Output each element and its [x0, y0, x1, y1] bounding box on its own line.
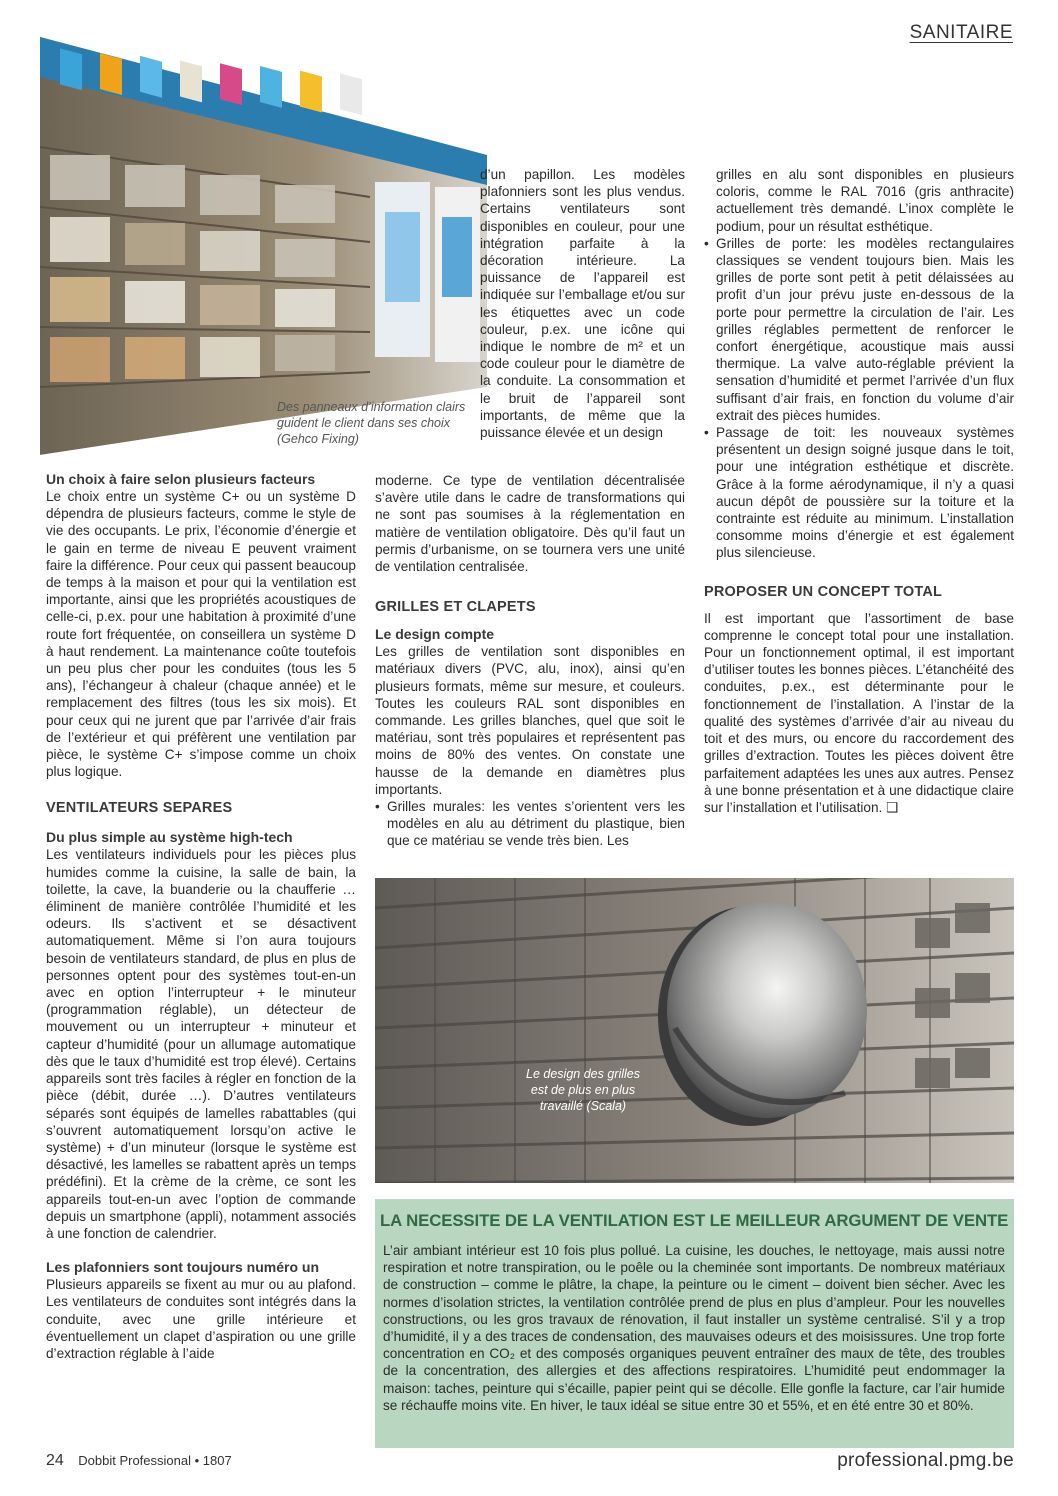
bullet-grilles-porte: • Grilles de porte: les modèles rectangulaires classiques se vendent toujours bien. Mais les grilles de porte sont petit à petit délaissées au profit d’un jour prévu juste en-dessous de la porte pour permettre la circulation de l’air. Les grilles réglables permettent de renforcer le confort énergétique, acoustique mais aussi thermique. La valve auto-réglable prévient la sensation d’humidité et permet l’arrivée d’un flux suffisant d’air frais, en fonction du volume d’air extrait des pièces humides. [704, 235, 1014, 423]
bullet-passage-toit: • Passage de toit: les nouveaux systèmes présentent un design soigné jusque dans le toit, pour une intégration esthétique et discrète. Grâce à la forme aérodynamique, il n’y a quasi aucun dépôt de poussière sur la toiture et la contrainte est réduite au minimum. L’installation consomme moins d’énergie et est également plus silencieuse. [704, 425, 1014, 561]
column-3 [704, 166, 1014, 816]
footer-left [46, 1452, 232, 1470]
caption-line: est de plus en plus [530, 1083, 636, 1097]
caption-line: Le design des grilles [526, 1067, 640, 1081]
caption-line: guident le client dans ses choix [277, 416, 451, 430]
section-concept-total: PROPOSER UN CONCEPT TOTAL [704, 583, 943, 600]
shop-display-photo [40, 37, 487, 455]
section-grilles-clapets: GRILLES ET CLAPETS [375, 599, 536, 616]
section-tag: SANITAIRE [909, 22, 1013, 43]
paragraph-ventilateurs: Les ventilateurs individuels pour les pièces plus humides comme la cuisine, la salle de bain, la toilette, la cave, la buanderie ou la chaufferie … éliminent de manière contrôlée l’humidité et les odeurs. Ils s’activent et se désactivent automatiquement. Même si l’on aura toujours besoin de ventilateurs standard, de plus en plus de personnes optent pour des systèmes tout-en-un avec en option l’interrupteur + le minuteur (programmation réglable), un détecteur de mouvement ou un interrupteur + minuteur et capteur d’humidité (pour un allumage automatique dès que le taux d’humidité est trop élevé). Certains appareils sont très faciles à régler en fonction de la pièce (débit, durée …). D’autres ventilateurs séparés sont équipés de lamelles rabattables (qui s’ouvrent automatiquement lorsqu’on active le système) + d’un minuteur (lorsque le système est désactivé, les lamelles se rabattent après un temps prédéfini). Et la crème de la crème, ce sont les appareils tout-en-un avec l’option de commande depuis un smartphone (appli), notamment associés à une fonction de calendrier. [46, 847, 356, 1241]
heading-plafonniers: Les plafonniers sont toujours numéro un [46, 1259, 320, 1276]
caption-line: (Gehco Fixing) [277, 432, 359, 446]
end-mark-icon: ❑ [886, 799, 899, 815]
box-title: LA NECESSITE DE LA VENTILATION EST LE MEILLEUR ARGUMENT DE VENTE [380, 1211, 1009, 1230]
paragraph-plafonniers: Plusieurs appareils se fixent au mur ou au plafond. Les ventilateurs de conduites sont intégrés dans la conduite, avec une grille intérieure et éventuellement un clapet d’aspiration ou une grille d’extraction réglable à l’aide [46, 1277, 356, 1361]
magazine-issue: Dobbit Professional • 1807 [78, 1453, 232, 1468]
paragraph-grilles: Les grilles de ventilation sont disponibles en matériaux divers (PVC, alu, inox), ainsi qu’en plusieurs formats, même sur mesure, et couleurs. Toutes les couleurs RAL sont disponibles en commande. Les grilles blanches, quel que soit le matériau, sont très populaires et représentent pas moins de 80% des ventes. On constate une hausse de la demande en diamètres plus importants. [375, 644, 685, 797]
section-ventilateurs-separes: VENTILATEURS SEPARES [46, 800, 233, 817]
heading-high-tech: Du plus simple au système high-tech [46, 829, 293, 846]
column-2 [375, 472, 685, 850]
heading-design: Le design compte [375, 626, 495, 643]
caption-line: travaillé (Scala) [539, 1099, 627, 1113]
wall-grille-photo [375, 878, 1014, 1183]
bullet-grilles-murales: • Grilles murales: les ventes s’orientent vers les modèles en alu au détriment du plastique, bien que ce matériau se vende très bien. Les [375, 799, 685, 849]
paragraph-decentralisee: moderne. Ce type de ventilation décentralisée s’avère utile dans le cadre de transformations qui ne sont pas soumises à la réglementation en matière de ventilation obligatoire. Dès qu’il faut un permis d’urbanisme, on se tournera vers une unité de ventilation centralisée. [375, 473, 685, 575]
footer-website: professional.pmg.be [837, 1450, 1014, 1471]
paragraph-grilles-alu: grilles en alu sont disponibles en plusieurs coloris, comme le RAL 7016 (gris anthracite) actuellement très demandé. L’inox complète le podium, pour un résultat esthétique. [716, 167, 1014, 234]
caption-line: Des panneaux d’information clairs [277, 400, 466, 414]
column-1 [46, 470, 356, 1362]
shop-photo-caption [277, 399, 477, 447]
heading-facteurs: Un choix à faire selon plusieurs facteurs [46, 471, 316, 487]
ventilation-info-box [375, 1199, 1014, 1448]
paragraph-facteurs: Le choix entre un système C+ ou un système D dépendra de plusieurs facteurs, comme le style de vie des occupants. Le prix, l’économie d’énergie et le gain en terme de niveau E peuvent vraiment faire la différence. Pour ceux qui passent beaucoup de temps à la maison et pour qui la ventilation est importante, ainsi que les propriétés acoustiques de celle-ci, p.ex. pour une habitation à proximité d’une route fort fréquentée, on conseillera un système D à haut rendement. La maintenance coûte toutefois un peu plus cher pour les conduites (tous les 5 ans), l’échangeur à chaleur (chaque année) et le remplacement des filtres (tous les six mois). Et pour ceux qui ne jurent que par l’arrivée d’air frais de l’extérieur et qui préfèrent une ventilation par pièce, le système C+ s’impose comme un choix plus logique. [46, 489, 356, 780]
paragraph-plafonniers-suite: d’un papillon. Les modèles plafonniers sont les plus vendus. Certains ventilateurs sont disponibles en couleur, pour une intégration parfaite à la décoration intérieure. La puissance de l’appareil est indiquée sur l’emballage et/ou sur les étiquettes avec un code couleur, p.ex. une icône qui indique le nombre de m² et un code couleur pour le diamètre de la conduite. La consommation et le bruit de l’appareil sont importants, de même que la puissance élevée et un design [480, 167, 685, 441]
box-text: L’air ambiant intérieur est 10 fois plus pollué. La cuisine, les douches, le nettoyage, mais aussi notre respiration et notre transpiration, ou le poêle ou la cheminée sont importants. De nombreux matériaux de construction – comme le plâtre, la chape, la peinture ou le ciment – doivent bien sécher. Avec les normes d’isolation strictes, la ventilation contrôlée prend de plus en plus d’ampleur. Pour les nouvelles constructions, ou les gros travaux de rénovation, il faut installer un système centralisé. S’il y a trop d’humidité, il y a des traces de condensation, des mauvaises odeurs et des moisissures. Une trop forte concentration en CO₂ et des composés organiques peuvent entraîner des maux de tête, des troubles de la concentration, des allergies et des affections respiratoires. L’humidité peut endommager la maison: taches, peinture qui s’écaille, papier peint qui se décolle. Elle gonfle la facture, car l’air humide se réchauffe moins vite. En hiver, le taux idéal se situe entre 30 et 55%, et en été entre 30 et 80%. [383, 1243, 1005, 1413]
grille-photo-caption [513, 1066, 653, 1114]
page-number: 24 [46, 1452, 64, 1469]
paragraph-concept-total: Il est important que l’assortiment de base comprenne le concept total pour une installation. Pour un fonctionnement optimal, il est important d’utiliser toutes les bonnes pièces. L’étanchéité des conduites, p.ex., est déterminante pour le fonctionnement de l’installation. A l’instar de la qualité des systèmes d’arrivée d’air au niveau du toit et des murs, ou encore du raccordement des grilles d’extraction. Toutes les pièces doivent être parfaitement adaptées les unes aux autres. Pensez à une bonne présentation et à une didactique claire sur l’installation et l’utilisation. ❑ [704, 610, 1014, 815]
